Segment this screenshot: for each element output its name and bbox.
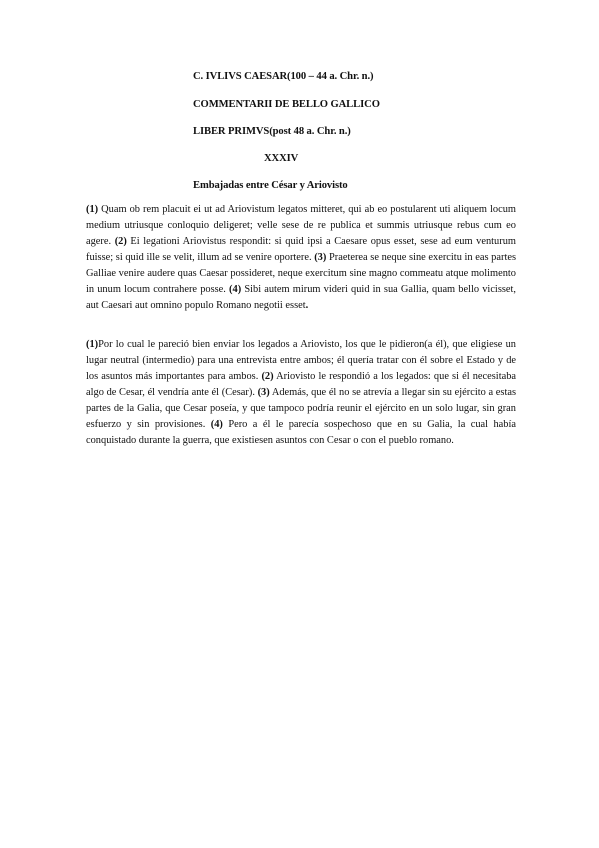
spanish-sentence: Pero a él le parecía sospechoso que en su Galia, la cual había conquistado durante la guerra, que existiesen asuntos con Cesar o con el pueblo romano. (86, 419, 516, 446)
latin-section-number: (4) (229, 284, 242, 295)
chapter-number: XXXIV (264, 153, 299, 164)
latin-final-period: . (305, 300, 309, 311)
latin-paragraph (86, 202, 516, 314)
author-heading: C. IVLIVS CAESAR(100 – 44 a. Chr. n.) (193, 71, 374, 82)
latin-section-number: (3) (314, 252, 327, 263)
latin-sentence: Sibi autem mirum videri quid in sua Gallia, quam bello vicisset, aut Caesari aut omnino populo Romano negotii esset (86, 284, 516, 311)
latin-sentence: Quam ob rem placuit ei ut ad Ariovistum legatos mitteret, qui ab eo postularent uti aliquem locum medium utriusque conloquio deligeret; velle sese de re publica et summis utriusque rebus cum eo agere. (86, 204, 516, 247)
latin-sentence: Praeterea se neque sine exercitu in eas partes Galliae venire audere quas Caesar possideret, neque exercitum sine magno commeatu atque molimento in unum locum contrahere posse. (86, 252, 516, 295)
spanish-section-number: (3) (257, 387, 270, 398)
work-title: COMMENTARII DE BELLO GALLICO (193, 99, 380, 110)
spanish-sentence: Además, que él no se atrevía a llegar sin su ejército a estas partes de la Galia, que Cesar poseía, y que tampoco podría reunir el ejército en un solo lugar, sin gran esfuerzo y sin provisiones. (86, 387, 516, 430)
spanish-section-number: (1) (86, 339, 99, 350)
spanish-sentence: Ariovisto le respondió a los legados: que si él necesitaba algo de Cesar, él vendría ante él (Cesar). (86, 371, 516, 398)
chapter-subtitle: Embajadas entre César y Ariovisto (193, 180, 348, 191)
spanish-sentence: Por lo cual le pareció bien enviar los legados a Ariovisto, los que le pidieron(a él), que eligiese un lugar neutral (intermedio) para una entrevista entre ambos; él quería tratar con él sobre el Estado y de los asuntos más importantes para ambos. (86, 339, 516, 382)
spanish-section-number: (4) (210, 419, 223, 430)
latin-sentence: Ei legationi Ariovistus respondit: si quid ipsi a Caesare opus esset, sese ad eum venturum fuisse; si quid ille se velit, illum ad se venire oportere. (86, 236, 516, 263)
latin-section-number: (2) (114, 236, 127, 247)
latin-section-number: (1) (86, 204, 99, 215)
spanish-section-number: (2) (261, 371, 274, 382)
book-title: LIBER PRIMVS(post 48 a. Chr. n.) (193, 126, 351, 137)
spanish-paragraph (86, 337, 516, 449)
